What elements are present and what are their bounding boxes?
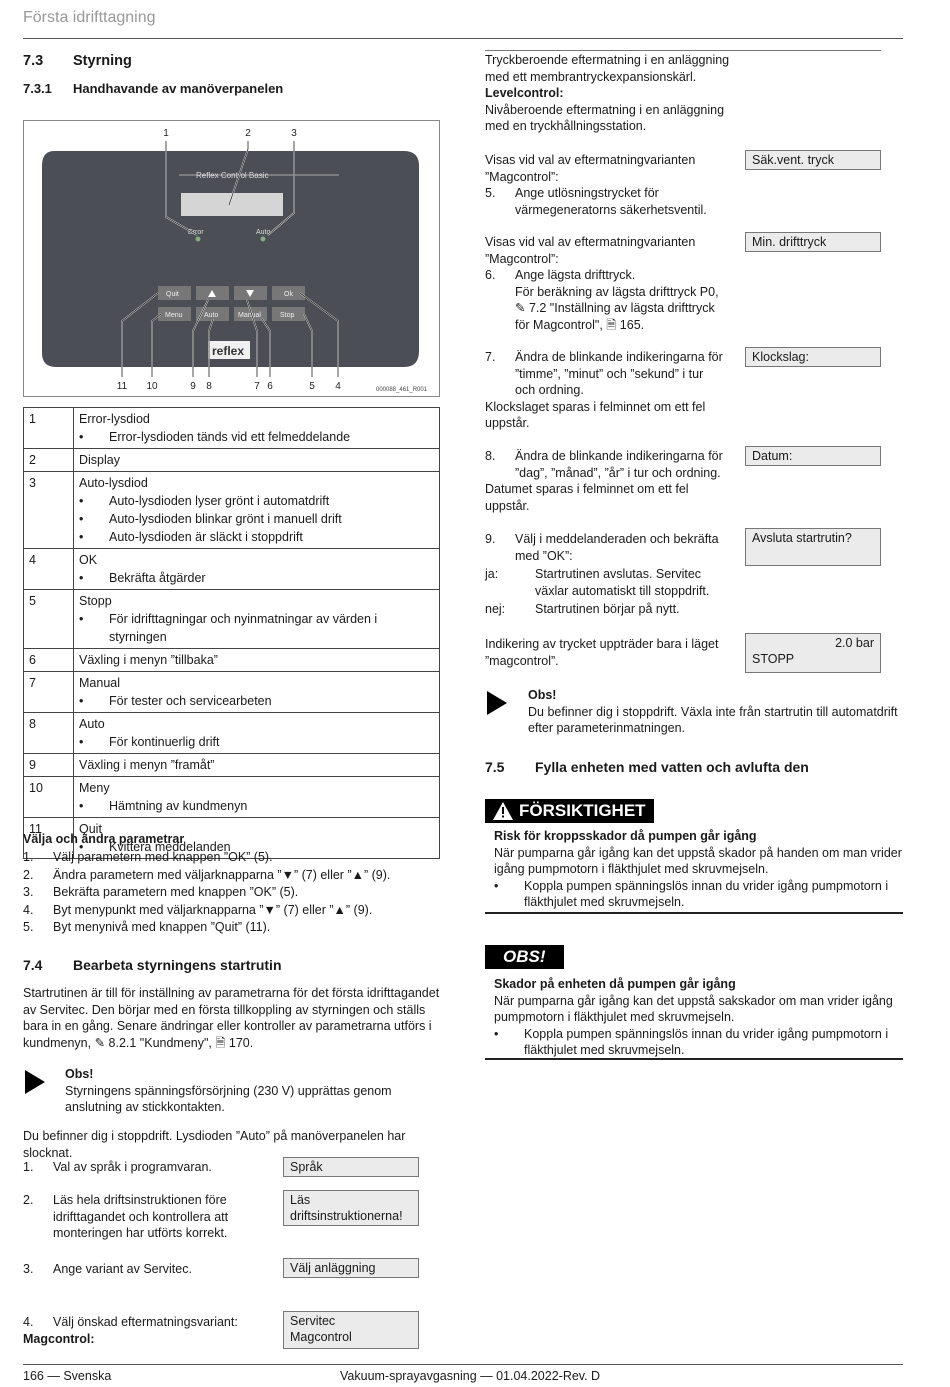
legend-bullet: • För kontinuerlig drift — [79, 733, 434, 751]
footer-doc: Vakuum-sprayavgasning — 01.04.2022-Rev. D — [340, 1369, 601, 1383]
svg-text:7: 7 — [254, 381, 260, 392]
step-8: 8. Ändra de blinkande indikeringarna för ”dag”, ”månad”, ”år” i tur och ordning. Datumet sparas i felminnet om ett fel uppstår. — [485, 449, 723, 513]
svg-text:Auto: Auto — [256, 229, 271, 236]
legend-number: 11 — [24, 818, 74, 859]
obs-rule — [485, 1058, 903, 1060]
legend-row — [24, 754, 440, 777]
legend-row — [24, 449, 440, 472]
caution-body: Risk för kroppsskador då pumpen går igång När pumparna går igång kan det uppstå skador på handen om man vrider igång pumpmotorn i fläkthjulet med skruvmejseln. • Koppla pumpen spänningslös innan du vrider igång pumpmotorn i fläkthjulet med skruvmejseln. — [494, 828, 904, 911]
svg-text:Stop: Stop — [280, 312, 295, 319]
svg-text:4: 4 — [335, 381, 341, 392]
legend-bullet: • Bekräfta åtgärder — [79, 569, 434, 587]
svg-text:2: 2 — [245, 128, 251, 139]
section-7-5-heading: 7.5 Fylla enheten med vatten och avlufta den — [485, 759, 809, 775]
legend-bullet: • Error-lysdioden tänds vid ett felmeddelande — [79, 428, 434, 446]
legend-number: 5 — [24, 590, 74, 649]
legend-number: 7 — [24, 672, 74, 713]
section-7-3-heading: 7.3 Styrning — [23, 53, 132, 69]
legend-number: 10 — [24, 777, 74, 818]
legend-bullet: • För tester och servicearbeten — [79, 692, 434, 710]
running-header: Första idrifttagning — [23, 9, 156, 26]
box-valj-anlaggning: Välj anläggning — [283, 1258, 419, 1278]
section-7-4-text: Startrutinen är till för inställning av parametrarna för det första idrifttagandet av Servitec. Den börjar med en första tillkoppling av styrningen och ställs bara in en gång. Senare ändringar eller kontroller av parametrarna utförs i kundmenyn, ✎ 8.2.1 "Kundmeny", 🗎 170. — [23, 986, 440, 1050]
legend-number: 8 — [24, 713, 74, 754]
svg-text:8: 8 — [206, 381, 212, 392]
svg-text:000088_461_R001: 000088_461_R001 — [376, 387, 428, 393]
legend-description: Quit • Kvittera meddelanden — [74, 818, 440, 859]
legend-bullet: • Hämtning av kundmenyn — [79, 797, 434, 815]
svg-text:10: 10 — [146, 381, 158, 392]
panel-title: Reflex Control Basic — [196, 171, 269, 180]
legend-number: 3 — [24, 472, 74, 549]
box-min-drifttryck: Min. drifttryck — [745, 232, 881, 252]
box-datum: Datum: — [745, 446, 881, 466]
step-1: 1. Val av språk i programvaran. — [23, 1160, 212, 1174]
box-klockslag: Klockslag: — [745, 347, 881, 367]
obs-note: Obs! Du befinner dig i stoppdrift. Växla inte från startrutin till automatdrift efter parameterinmatningen. — [528, 688, 898, 735]
step-9: 9. Välj i meddelanderaden och bekräfta med ”OK”: ja: Startrutinen avslutas. Servitec växlar automatiskt till stoppdrift. nej: Startrutinen börjar på nytt. — [485, 532, 719, 616]
legend-number: 6 — [24, 649, 74, 672]
legend-number: 2 — [24, 449, 74, 472]
svg-text:6: 6 — [267, 381, 273, 392]
legend-number: 9 — [24, 754, 74, 777]
legend-bullet: • Auto-lysdioden blinkar grönt i manuell drift — [79, 510, 434, 528]
svg-text:Quit: Quit — [166, 291, 179, 298]
legend-table — [23, 407, 440, 859]
step-3: 3. Ange variant av Servitec. — [23, 1262, 192, 1276]
legend-row — [24, 777, 440, 818]
note-arrow-icon — [25, 1070, 45, 1094]
legend-row — [24, 649, 440, 672]
auto-led — [261, 237, 266, 242]
legend-description: Växling i menyn ”tillbaka” — [74, 649, 440, 672]
svg-text:Error: Error — [188, 229, 204, 236]
control-panel-figure — [23, 120, 440, 397]
legend-bullet: • För idrifttagningar och nyinmatningar av värden i styrningen — [79, 610, 434, 646]
caution-banner: FÖRSIKTIGHET — [485, 799, 654, 823]
svg-text:Auto: Auto — [204, 312, 219, 319]
note-box: Obs! Styrningens spänningsförsörjning (230 V) upprättas genom anslutning av stickkontakten. — [65, 1067, 392, 1114]
legend-row — [24, 590, 440, 649]
params-heading: Välja och ändra parametrar — [23, 832, 185, 846]
legend-row — [24, 549, 440, 590]
legend-description: Stopp • För idrifttagningar och nyinmatningar av värden i styrningen — [74, 590, 440, 649]
legend-description: Auto-lysdiod • Auto-lysdioden lyser grönt i automatdrift • Auto-lysdioden blinkar grönt i manuell drift • Auto-lysdioden är släckt i stoppdrift — [74, 472, 440, 549]
svg-text:1: 1 — [163, 128, 169, 139]
svg-text:5: 5 — [309, 381, 315, 392]
legend-description: Växling i menyn ”framåt” — [74, 754, 440, 777]
obs-banner: OBS! — [485, 945, 564, 969]
intro-block: Tryckberoende eftermatning i en anläggning med ett membrantryckexpansionskärl. Levelcontrol: Nivåberoende eftermatning i en anläggning med en tryckhållningsstation. — [485, 53, 730, 133]
step-7: 7. Ändra de blinkande indikeringarna för ”timme”, ”minut” och ”sekund” i tur och ordning. Klockslaget sparas i felminnet om ett fel uppstår. — [485, 350, 723, 430]
section-7-4-heading: 7.4 Bearbeta styrningens startrutin — [23, 957, 282, 973]
box-pressure-display: 2.0 bar STOPP — [745, 633, 881, 673]
stop-info: Du befinner dig i stoppdrift. Lysdioden ”Auto” på manöverpanelen har slocknat. — [23, 1129, 406, 1160]
right-top-rule — [485, 50, 881, 51]
legend-description: Manual • För tester och servicearbeten — [74, 672, 440, 713]
legend-description: Meny • Hämtning av kundmenyn — [74, 777, 440, 818]
step-4: 4. Välj önskad eftermatningsvariant: Magcontrol: — [23, 1315, 238, 1346]
svg-text:11: 11 — [116, 381, 128, 392]
svg-text:3: 3 — [291, 128, 297, 139]
legend-description: Auto • För kontinuerlig drift — [74, 713, 440, 754]
footer-rule — [23, 1364, 903, 1365]
svg-text:Ok: Ok — [284, 291, 293, 298]
legend-number: 1 — [24, 408, 74, 449]
error-led — [196, 237, 201, 242]
legend-description: OK • Bekräfta åtgärder — [74, 549, 440, 590]
box-sprak: Språk — [283, 1157, 419, 1177]
pressure-info: Indikering av trycket uppträder bara i läget ”magcontrol”. — [485, 637, 719, 668]
legend-row — [24, 672, 440, 713]
legend-bullet: • Kvittera meddelanden — [79, 838, 434, 856]
legend-row — [24, 408, 440, 449]
svg-text:reflex: reflex — [212, 344, 245, 358]
box-las: Läs driftsinstruktionerna! — [283, 1190, 419, 1226]
section-7-3-1-heading: 7.3.1 Handhavande av manöverpanelen — [23, 81, 284, 96]
legend-description: Error-lysdiod • Error-lysdioden tänds vid ett felmeddelande — [74, 408, 440, 449]
caution-rule — [485, 912, 903, 914]
legend-row — [24, 713, 440, 754]
step-2: 2. Läs hela driftsinstruktionen före idrifttagandet och kontrollera att monteringen har utförts korrekt. — [23, 1193, 229, 1240]
params-list: 1. Välj parametern med knappen ”OK” (5). 2. Ändra parametern med väljarknapparna ”▼” (7) eller ”▲” (9). 3. Bekräfta parametern med knappen ”OK” (5). 4. Byt menypunkt med väljarknapparna ”▼” (7) eller ”▲” (9). 5. Byt menynivå med knappen ”Quit” (11). — [23, 850, 391, 934]
svg-text:Manual: Manual — [238, 312, 261, 319]
legend-number: 4 — [24, 549, 74, 590]
obs-arrow-icon — [487, 691, 507, 715]
box-servitec-magcontrol: Servitec Magcontrol — [283, 1311, 419, 1349]
step-5: Visas vid val av eftermatningvarianten ”Magcontrol”: 5. Ange utlösningstrycket för värmegeneratorns säkerhetsventil. — [485, 153, 707, 217]
box-avsluta-startrutin: Avsluta startrutin? — [745, 528, 881, 566]
svg-text:Menu: Menu — [165, 312, 183, 319]
svg-text:9: 9 — [190, 381, 196, 392]
legend-bullet: • Auto-lysdioden är släckt i stoppdrift — [79, 528, 434, 546]
obs-body: Skador på enheten då pumpen går igång När pumparna går igång kan det uppstå sakskador om man vrider igång pumpmotorn i fläkthjulet med skruvmejseln. • Koppla pumpen spänningslös innan du vrider igång pumpmotorn i fläkthjulet med skruvmejseln. — [494, 976, 904, 1059]
step-6: Visas vid val av eftermatningvarianten ”Magcontrol”: 6. Ange lägsta drifttryck. För beräkning av lägsta drifttryck P0, ✎ 7.2 "Inställning av lägsta drifttryck för Magcontrol", 🗎 165. — [485, 235, 719, 332]
warning-icon — [493, 802, 513, 820]
box-sak-vent-tryck: Säk.vent. tryck — [745, 150, 881, 170]
legend-bullet: • Auto-lysdioden lyser grönt i automatdrift — [79, 492, 434, 510]
header-rule — [23, 38, 903, 39]
legend-description: Display — [74, 449, 440, 472]
legend-row — [24, 472, 440, 549]
footer-page: 166 — Svenska — [23, 1369, 112, 1383]
